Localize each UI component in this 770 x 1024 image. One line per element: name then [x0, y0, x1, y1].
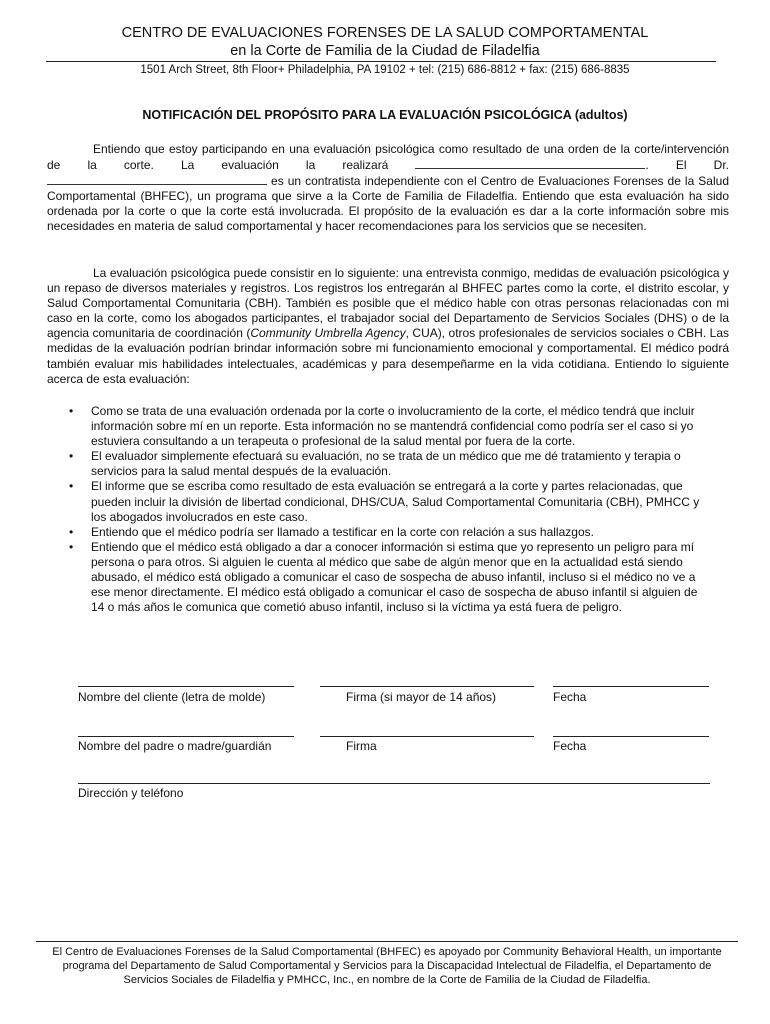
client-signature-line[interactable]	[320, 686, 534, 687]
paragraph-evaluation-part2: , CUA), otros profesionales de servicios sociales o CBH. Las medidas de la evaluación podrían brindar información sobre mi funcionamiento emocional y comportamental. El médico podrá también evaluar mis habilidades intelectuales, académicas y para desempeñarme en la vida cotidiana. Entiendo lo siguiente acerca de esta evaluación:	[47, 326, 729, 386]
list-item-text: El informe que se escriba como resultado de esta evaluación se entregará a la corte y partes relacionadas, que pueden incluir la división de libertad condicional, DHS/CUA, Salud Comportamental Comunitaria (CBH), PMHCC y los abogados involucrados en este caso.	[91, 479, 700, 524]
client-signature-label: Firma (si mayor de 14 años)	[346, 690, 497, 704]
paragraph-purpose-part2: . El Dr.	[645, 158, 729, 173]
letterhead	[0, 24, 770, 60]
header-divider	[46, 61, 716, 62]
paragraph-evaluation	[47, 266, 729, 387]
understanding-list	[47, 404, 707, 615]
address-phone-line[interactable]	[78, 783, 710, 784]
evaluator-blank[interactable]	[415, 157, 645, 169]
list-item-text: Como se trata de una evaluación ordenada por la corte o involucramiento de la corte, el médico tendrá que incluir información sobre mí en un reporte. Esta información no se mantendrá confidencial como podría ser el caso si yo estuviera consultando a un terapeuta o profesional de la salud mental por fuera de la corte.	[91, 404, 695, 449]
client-name-label: Nombre del cliente (letra de molde)	[78, 690, 266, 704]
client-name-line[interactable]	[78, 686, 294, 687]
paragraph-purpose	[47, 142, 729, 235]
parent-date-line[interactable]	[553, 736, 709, 737]
list-item-text: Entiendo que el médico está obligado a dar a conocer información si estima que yo represento un peligro para mí persona o para otros. Si alguien le cuenta al médico que sabe de algún menor que en la actualidad está siendo abusado, el médico está obligado a comunicar el caso de sospecha de abuso infantil, incluso si el médico no ve a ese menor directamente. El médico está obligado a comunicar el caso de sospecha de abuso infantil si alguien de 14 o más años le comunica que cometió abuso infantil, incluso si la víctima ya está fuera de peligro.	[91, 539, 698, 615]
list-item	[47, 449, 707, 479]
doctor-blank[interactable]	[47, 173, 267, 185]
footer-note: El Centro de Evaluaciones Forenses de la Salud Comportamental (BHFEC) es apoyado por Community Behavioral Health, un importante programa del Departamento de Salud Comportamental y Servicios para la Discapacidad Intelectual de Filadelfia, el Departamento de Servicios Sociales de Filadelfia y PMHCC, Inc., en nombre de la Corte de Familia de la Ciudad de Filadelfia.	[52, 946, 722, 987]
document-title: NOTIFICACIÓN DEL PROPÓSITO PARA LA EVALUACIÓN PSICOLÓGICA (adultos)	[142, 108, 628, 122]
list-item-text: El evaluador simplemente efectuará su evaluación, no se trata de un médico que me dé tratamiento y terapia o servicios para la salud mental después de la evaluación.	[91, 449, 681, 479]
list-item	[47, 479, 707, 524]
parent-name-label: Nombre del padre o madre/guardián	[78, 739, 272, 753]
client-date-label: Fecha	[553, 690, 587, 704]
list-item	[47, 404, 707, 449]
paragraph-purpose-part1: Entiendo que estoy participando en una evaluación psicológica como resultado de una orden de la corte/intervención de la corte. La evaluación la realizará	[47, 142, 729, 173]
bullet-icon: •	[69, 449, 74, 464]
letterhead-title: CENTRO DE EVALUACIONES FORENSES DE LA SALUD COMPORTAMENTAL	[121, 25, 649, 41]
parent-signature-label: Firma	[346, 739, 377, 753]
address-phone-label: Dirección y teléfono	[78, 786, 184, 800]
client-date-line[interactable]	[553, 686, 709, 687]
paragraph-evaluation-part1: La evaluación psicológica puede consistir en lo siguiente: una entrevista conmigo, medidas de evaluación psicológica y un repaso de diversos materiales y registros. Los registros los entregarán al BHFEC partes como la corte, el distrito escolar, y Salud Comportamental Comunitaria (CBH). También es posible que el médico hable con otras personas relacionadas con mi caso en la corte, como los abogados participantes, el trabajador social del Departamento de Servicios Sociales (DHS) o de la agencia comunitaria de coordinación (	[47, 266, 729, 341]
footer-divider	[36, 941, 738, 942]
parent-name-line[interactable]	[78, 736, 294, 737]
list-item-text: Entiendo que el médico podría ser llamado a testificar en la corte con relación a sus hallazgos.	[91, 524, 594, 539]
parent-signature-line[interactable]	[320, 736, 534, 737]
list-item	[47, 525, 707, 540]
letterhead-address: 1501 Arch Street, 8th Floor+ Philadelphia, PA 19102 + tel: (215) 686-8812 + fax: (215) 686-8835	[140, 64, 630, 76]
parent-date-label: Fecha	[553, 739, 587, 753]
letterhead-subtitle: en la Corte de Familia de la Ciudad de Filadelfia	[230, 43, 540, 59]
list-item	[47, 540, 707, 615]
bullet-icon: •	[69, 404, 74, 418]
paragraph-evaluation-italic: Community Umbrella Agency	[250, 326, 406, 341]
bullet-icon: •	[69, 479, 74, 494]
bullet-icon: •	[69, 524, 74, 539]
bullet-icon: •	[69, 539, 74, 554]
paragraph-purpose-part3: es un contratista independiente con el Centro de Evaluaciones Forenses de la Salud Comportamental (BHFEC), un programa que sirve a la Corte de Familia de Filadelfia. Entiendo que esta evaluación ha sido ordenada por la corte o que la corte está involucrada. El propósito de la evaluación es dar a la corte información sobre mis necesidades en materia de salud comportamental y hacer recomendaciones para los servicios que se necesiten.	[47, 174, 729, 234]
